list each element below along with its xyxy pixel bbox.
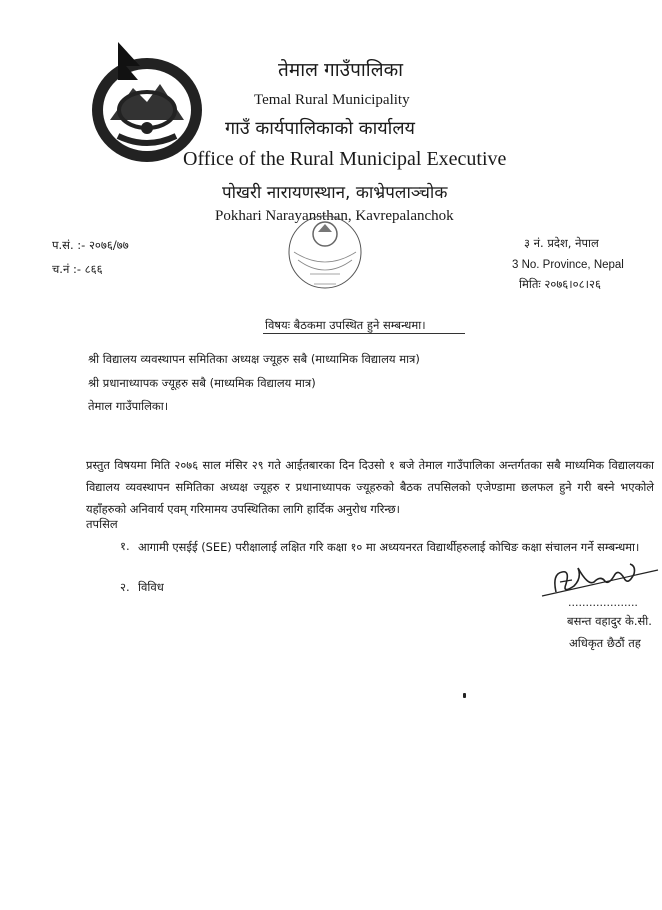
signature-dotted-line: .................... xyxy=(568,596,638,609)
signatory-title: अधिकृत छैठौं तह xyxy=(569,636,641,650)
office-seal-stamp xyxy=(280,212,370,298)
reference-cn: च.नं :- ८६६ xyxy=(52,262,103,276)
letterhead-office-np: गाउँ कार्यपालिकाको कार्यालय xyxy=(225,118,415,139)
subject-line: विषयः बैठकमा उपस्थित हुने सम्बन्धमा। xyxy=(265,318,426,332)
addressee-line-2: श्री प्रधानाध्यापक ज्यूहरु सबै (माध्यमिक विद्यालय मात्र) xyxy=(88,376,316,390)
agenda-item-2-text: विविध xyxy=(138,580,164,594)
body-paragraph: प्रस्तुत विषयमा मिति २०७६ साल मंसिर २९ गते आईतबारका दिन दिउसो १ बजे तेमाल गाउँपालिका अन्तर्गतका सबै माध्यमिक विद्यालयका विद्यालय व्यवस्थापन समितिका अध्यक्ष ज्यूहरु र प्रधानाध्यापक ज्यूहरुको बैठक तपसिलको एजेण्डामा छलफल हुने गरी बस्ने भएकोले यहाँहरुको अनिवार्य एवम् गरिमामय उपस्थितिका लागि हार्दिक अनुरोध गरिन्छ। xyxy=(86,458,654,516)
province-en: 3 No. Province, Nepal xyxy=(512,259,624,271)
signatory-name: बसन्त वहादुर के.सी. xyxy=(567,614,652,628)
letterhead-title-np: तेमाल गाउँपालिका xyxy=(278,59,404,81)
letterhead-office-en: Office of the Rural Municipal Executive xyxy=(183,148,507,170)
letterhead-title-en: Temal Rural Municipality xyxy=(254,92,410,108)
scan-speck xyxy=(463,693,466,698)
agenda-item-1-number: १. xyxy=(120,539,130,553)
tapsil-label: तपसिल xyxy=(86,517,118,531)
agenda-item-2-number: २. xyxy=(120,580,130,594)
agenda-item-1-text: आगामी एसईई (SEE) परीक्षालाई लक्षित गरि कक्षा १० मा अध्ययनरत विद्यार्थीहरुलाई कोचिङ कक्षा संचालन गर्ने सम्बन्धमा। xyxy=(138,540,640,554)
subject-underline xyxy=(263,333,465,334)
letter-date: मितिः २०७६।०८।२६ xyxy=(519,277,601,291)
addressee-line-3: तेमाल गाउँपालिका। xyxy=(88,399,169,413)
addressee-line-1: श्री विद्यालय व्यवस्थापन समितिका अध्यक्ष ज्यूहरु सबै (माध्यामिक विद्यालय मात्र) xyxy=(88,352,420,366)
nepal-emblem-logo xyxy=(88,40,206,165)
province-np: ३ नं. प्रदेश, नेपाल xyxy=(524,236,599,250)
letterhead-address-np: पोखरी नारायणस्थान, काभ्रेपलाञ्चोक xyxy=(222,183,448,203)
letterhead-address-en: Pokhari Narayansthan, Kavrepalanchok xyxy=(215,208,454,224)
reference-ps: प.सं. :- २०७६/७७ xyxy=(52,238,129,252)
